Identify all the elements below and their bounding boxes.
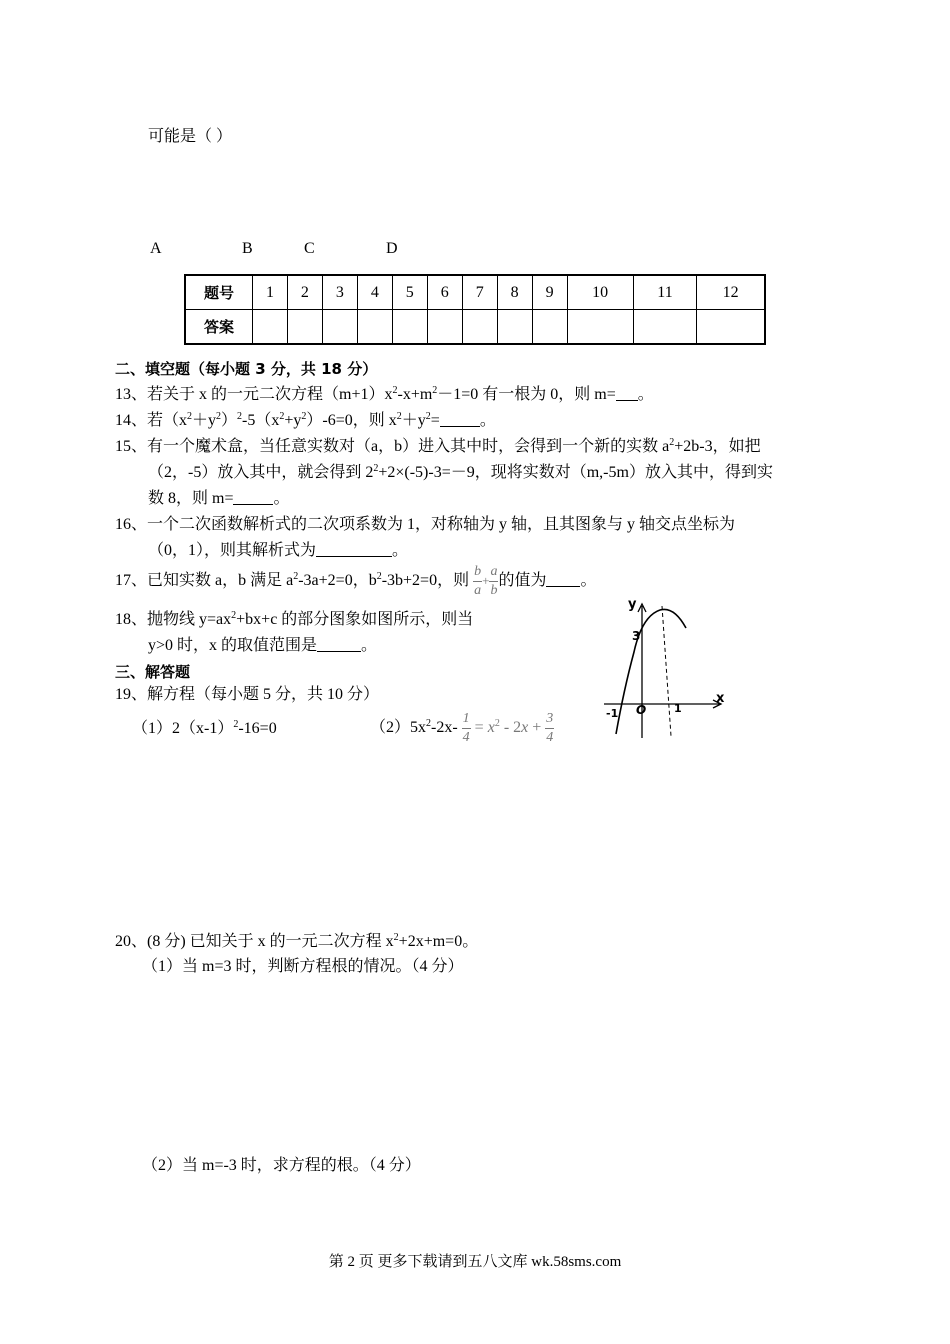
label-neg1: -1 [606, 707, 619, 720]
answer-cell[interactable] [697, 310, 765, 345]
axis-of-symmetry [662, 606, 671, 736]
fraction-a-over-b: $\frac{a}{b}$ [490, 564, 498, 598]
answer-cell[interactable] [287, 310, 322, 345]
question-18-line-1: 18、抛物线 $y=ax^2+bx+c$ 的部分图象如图所示，则当 [115, 610, 474, 628]
question-15-line-1: 15、有一个魔术盒，当任意实数对（a，b）进入其中时，会得到一个新的实数 $a^2+2b-3$，如把 [115, 437, 761, 455]
question-20-part-1: （1）当 m=3 时，判断方程根的情况。（4 分） [142, 958, 464, 975]
table-cell: 2 [287, 275, 322, 310]
answer-cell[interactable] [497, 310, 532, 345]
x-axis-label: x [716, 691, 725, 706]
table-cell: 3 [322, 275, 357, 310]
question-18-line-2: y>0 时，x 的取值范围是 。 [148, 637, 378, 654]
table-cell: 10 [567, 275, 633, 310]
section-2-title: 二、填空题（每小题 3 分，共 18 分） [115, 360, 378, 378]
question-17: 17、已知实数 a，b 满足 $a^2-3a+2=0$，$b^2-3b+2=0$，则 $\frac{b}{a}$ + $\frac{a}{b}$ 的值为 。 [115, 564, 597, 598]
question-20-title: 20、(8 分) 已知关于 x 的一元二次方程 $x^2+2x+m=0$。 [115, 932, 479, 950]
label-1: 1 [674, 702, 682, 715]
answer-blank[interactable] [616, 384, 638, 401]
answer-blank[interactable] [546, 570, 580, 587]
table-row [185, 275, 765, 310]
question-12-tail: 可能是（ ） [148, 128, 233, 145]
option-a: A [150, 240, 162, 257]
option-b: B [242, 240, 253, 257]
answer-blank[interactable] [317, 635, 361, 652]
answer-blank[interactable] [233, 488, 273, 505]
table-cell: 5 [392, 275, 427, 310]
table-cell: 9 [532, 275, 567, 310]
answer-blank[interactable] [440, 410, 480, 427]
table-row [185, 310, 765, 345]
table-cell: 7 [462, 275, 497, 310]
table-cell: 4 [357, 275, 392, 310]
answer-cell[interactable] [633, 310, 697, 345]
section-3-title: 三、解答题 [115, 663, 191, 681]
question-16-line-2: （0，1），则其解析式为 。 [148, 542, 409, 559]
label-3: 3 [632, 629, 641, 643]
parabola-graph [598, 594, 734, 740]
answer-table [184, 274, 766, 345]
question-19-title: 19、解方程（每小题 5 分，共 10 分） [115, 686, 380, 703]
answer-cell[interactable] [427, 310, 462, 345]
question-13: 13、若关于 x 的一元二次方程$(m+1)x^2-x+m^2-1=0$ 有一根为 0，则 m= 。 [115, 385, 654, 403]
question-15-line-3: 数 8，则 m= 。 [148, 490, 290, 507]
question-14: 14、若$(x^2+y^2)^2-5(x^2+y^2)-6=0$，则 $x^2+y^2=$ 。 [115, 411, 496, 429]
y-axis-label: y [628, 597, 637, 612]
table-header-number: 题号 [185, 275, 253, 310]
question-15-line-2: （2，-5）放入其中，就会得到 $2^2+2\times(-5)-3=-9$，现将实数对（m,-5m）放入其中，得到实 [148, 463, 773, 481]
question-20-part-2: （2）当 m=-3 时，求方程的根。（4 分） [142, 1157, 421, 1174]
answer-cell[interactable] [567, 310, 633, 345]
answer-cell[interactable] [322, 310, 357, 345]
table-cell: 6 [427, 275, 462, 310]
page-footer: 第 2 页 更多下载请到五八文库 wk.58sms.com [328, 1254, 622, 1270]
parabola-curve [616, 609, 686, 734]
fraction-b-over-a: $\frac{b}{a}$ [474, 564, 482, 598]
table-cell: 8 [497, 275, 532, 310]
answer-cell[interactable] [357, 310, 392, 345]
answer-cell[interactable] [462, 310, 497, 345]
table-header-answer: 答案 [185, 310, 253, 345]
option-d: D [386, 240, 398, 257]
question-19-part-1: $(1)2(x-1)^2-16=0$ [132, 719, 277, 737]
table-cell: 11 [633, 275, 697, 310]
answer-cell[interactable] [392, 310, 427, 345]
question-16-line-1: 16、一个二次函数解析式的二次项系数为 1，对称轴为 y 轴，且其图象与 y 轴交点坐标为 [115, 516, 736, 533]
answer-cell[interactable] [532, 310, 567, 345]
question-19-part-2: $(2)5x^2-2x-$ $\frac{1}{4}$ = $x^2 - 2x$ + $\frac{3}{4}$ [370, 711, 554, 745]
table-cell: 1 [253, 275, 288, 310]
fraction-1-4: $\frac{1}{4}$ [462, 711, 470, 745]
answer-blank[interactable] [316, 540, 392, 557]
option-c: C [304, 240, 315, 257]
label-origin: O [636, 703, 647, 717]
fraction-3-4: $\frac{3}{4}$ [546, 711, 554, 745]
table-cell: 12 [697, 275, 765, 310]
answer-cell[interactable] [253, 310, 288, 345]
